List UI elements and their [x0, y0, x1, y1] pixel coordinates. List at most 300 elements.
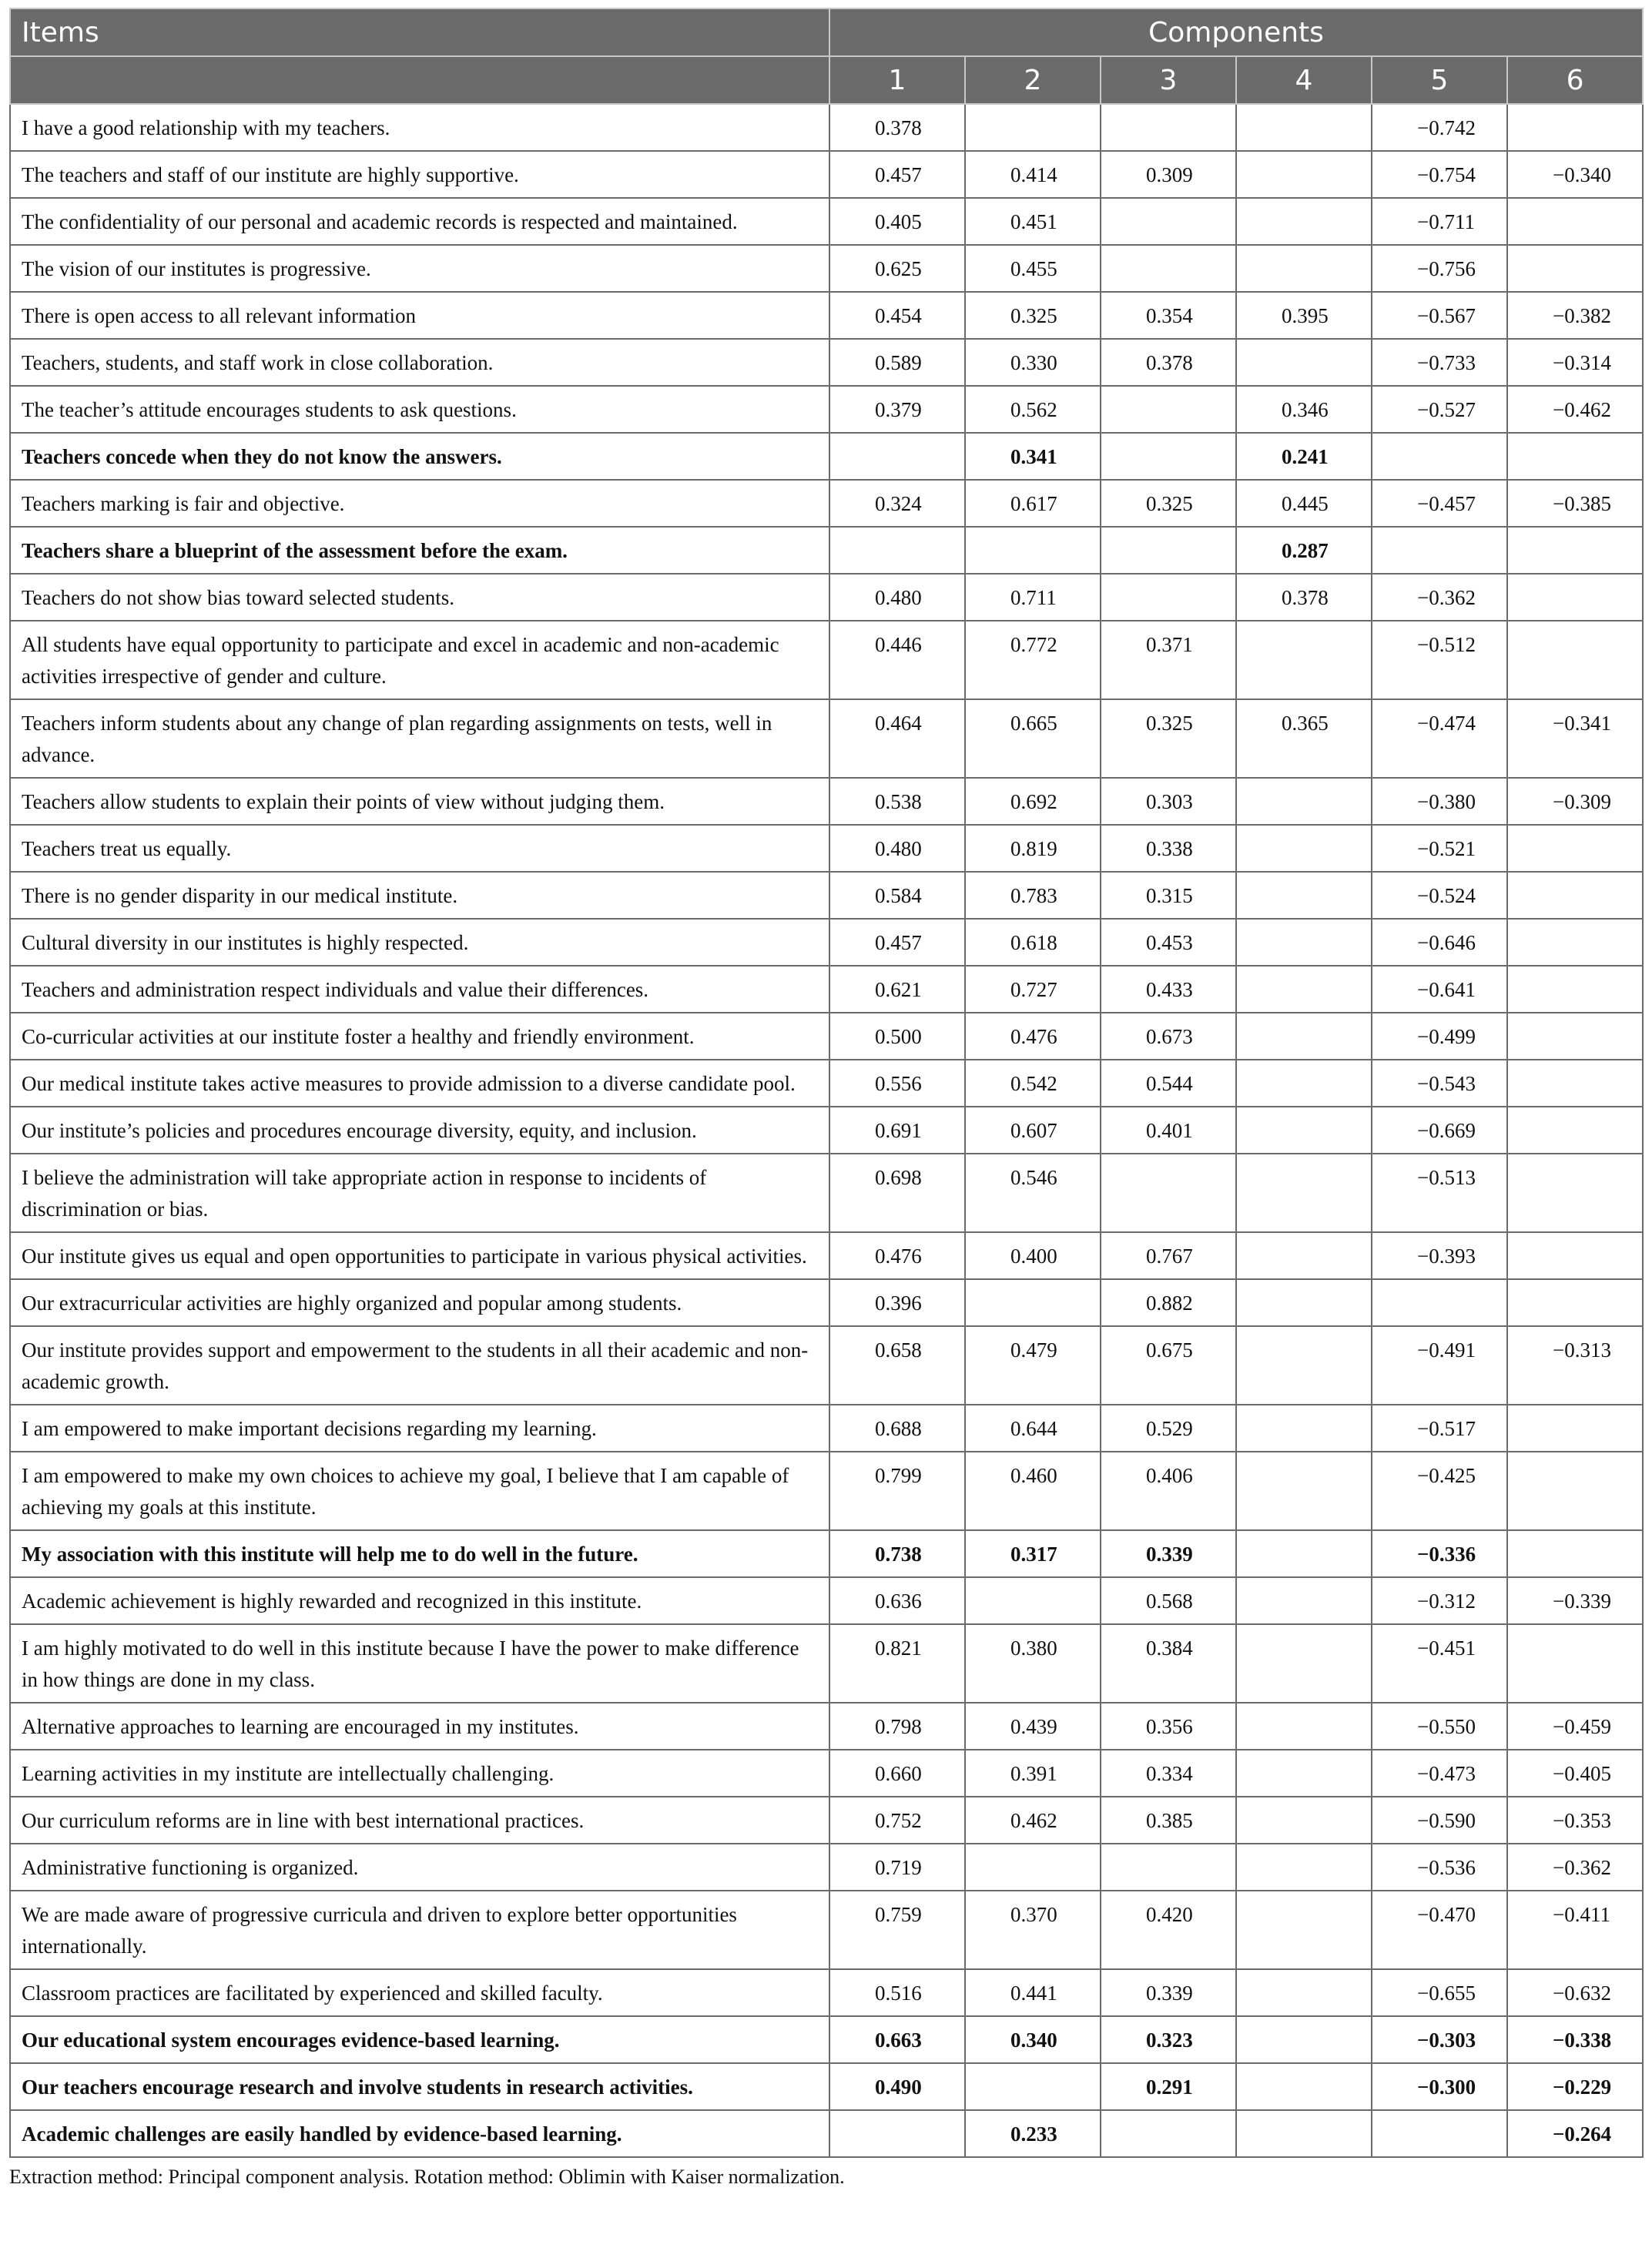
table-row: [10, 1452, 1643, 1530]
loading-cell-component-4: [1236, 1279, 1372, 1326]
loading-cell-component-3: 0.384: [1101, 1624, 1236, 1703]
table-row: [10, 699, 1643, 778]
loading-cell-component-3: [1101, 198, 1236, 245]
header-row-1: [10, 8, 1643, 56]
loading-cell-component-6: −0.264: [1507, 2110, 1643, 2157]
loading-cell-component-5: −0.536: [1372, 1844, 1507, 1891]
loading-cell-component-5: −0.380: [1372, 778, 1507, 825]
loading-cell-component-5: −0.512: [1372, 621, 1507, 699]
loading-cell-component-3: [1101, 2110, 1236, 2157]
item-cell: Our curriculum reforms are in line with best international practices.: [10, 1797, 829, 1844]
loading-cell-component-1: 0.625: [829, 245, 965, 292]
loading-cell-component-4: [1236, 1891, 1372, 1969]
item-cell: The confidentiality of our personal and academic records is respected and maintained.: [10, 198, 829, 245]
loading-cell-component-5: −0.733: [1372, 339, 1507, 386]
loading-cell-component-2: 0.340: [965, 2016, 1101, 2063]
loading-cell-component-1: 0.752: [829, 1797, 965, 1844]
loading-cell-component-1: 0.589: [829, 339, 965, 386]
table-row: [10, 2110, 1643, 2157]
loading-cell-component-5: −0.300: [1372, 2063, 1507, 2110]
loading-cell-component-2: 0.644: [965, 1405, 1101, 1452]
loading-cell-component-4: 0.445: [1236, 480, 1372, 527]
loading-cell-component-6: [1507, 621, 1643, 699]
table-row: [10, 966, 1643, 1013]
loading-cell-component-3: [1101, 1154, 1236, 1232]
item-cell: I believe the administration will take appropriate action in response to incidents of discrimination or bias.: [10, 1154, 829, 1232]
loading-cell-component-6: [1507, 245, 1643, 292]
loading-cell-component-4: [1236, 1577, 1372, 1624]
loading-cell-component-2: 0.317: [965, 1530, 1101, 1577]
loading-cell-component-4: 0.365: [1236, 699, 1372, 778]
item-cell: Teachers and administration respect individuals and value their differences.: [10, 966, 829, 1013]
loading-cell-component-6: [1507, 1013, 1643, 1060]
loading-cell-component-6: [1507, 433, 1643, 480]
item-cell: Teachers marking is fair and objective.: [10, 480, 829, 527]
table-row: [10, 292, 1643, 339]
loading-cell-component-6: −0.385: [1507, 480, 1643, 527]
loading-cell-component-3: [1101, 433, 1236, 480]
table-row: [10, 198, 1643, 245]
loading-cell-component-1: [829, 2110, 965, 2157]
loading-cell-component-2: 0.772: [965, 621, 1101, 699]
loading-cell-component-1: 0.556: [829, 1060, 965, 1107]
loading-cell-component-6: [1507, 1232, 1643, 1279]
item-cell: The teachers and staff of our institute are highly supportive.: [10, 151, 829, 198]
loading-cell-component-2: [965, 1844, 1101, 1891]
loading-cell-component-6: −0.362: [1507, 1844, 1643, 1891]
loading-cell-component-3: 0.354: [1101, 292, 1236, 339]
loading-cell-component-1: 0.798: [829, 1703, 965, 1750]
item-cell: Cultural diversity in our institutes is highly respected.: [10, 919, 829, 966]
loading-cell-component-6: [1507, 1530, 1643, 1577]
loading-cell-component-6: −0.405: [1507, 1750, 1643, 1797]
loading-cell-component-2: 0.727: [965, 966, 1101, 1013]
table-footnote: Extraction method: Principal component analysis. Rotation method: Oblimin with Kaiser normalization.: [9, 2166, 845, 2188]
loading-cell-component-2: [965, 1577, 1101, 1624]
loading-cell-component-2: [965, 2063, 1101, 2110]
item-cell: I have a good relationship with my teachers.: [10, 104, 829, 151]
loading-cell-component-6: [1507, 1154, 1643, 1232]
table-row: [10, 919, 1643, 966]
loading-cell-component-1: [829, 527, 965, 574]
loading-cell-component-4: [1236, 1530, 1372, 1577]
loading-cell-component-3: 0.767: [1101, 1232, 1236, 1279]
loading-cell-component-1: 0.538: [829, 778, 965, 825]
item-cell: Our institute provides support and empowerment to the students in all their academic and non-academic growth.: [10, 1326, 829, 1405]
loading-cell-component-4: [1236, 151, 1372, 198]
table-row: [10, 1107, 1643, 1154]
item-cell: Learning activities in my institute are intellectually challenging.: [10, 1750, 829, 1797]
loading-cell-component-4: [1236, 1154, 1372, 1232]
item-cell: Teachers do not show bias toward selected students.: [10, 574, 829, 621]
components-header: Components: [829, 8, 1643, 56]
table-row: [10, 433, 1643, 480]
loading-cell-component-5: −0.474: [1372, 699, 1507, 778]
loading-cell-component-3: 0.401: [1101, 1107, 1236, 1154]
loading-cell-component-4: [1236, 1969, 1372, 2016]
loading-cell-component-5: −0.513: [1372, 1154, 1507, 1232]
loading-cell-component-6: [1507, 966, 1643, 1013]
loading-cell-component-4: [1236, 1797, 1372, 1844]
loading-cell-component-5: −0.754: [1372, 151, 1507, 198]
loading-cell-component-2: 0.607: [965, 1107, 1101, 1154]
loading-cell-component-5: −0.543: [1372, 1060, 1507, 1107]
loading-cell-component-1: 0.379: [829, 386, 965, 433]
loading-cell-component-2: 0.441: [965, 1969, 1101, 2016]
table-row: [10, 1703, 1643, 1750]
loading-cell-component-5: −0.590: [1372, 1797, 1507, 1844]
loading-cell-component-6: [1507, 527, 1643, 574]
item-cell: We are made aware of progressive curricula and driven to explore better opportunities internationally.: [10, 1891, 829, 1969]
loading-cell-component-6: −0.462: [1507, 386, 1643, 433]
loading-cell-component-1: 0.464: [829, 699, 965, 778]
loading-cell-component-6: −0.314: [1507, 339, 1643, 386]
loading-cell-component-2: 0.542: [965, 1060, 1101, 1107]
loading-cell-component-1: 0.621: [829, 966, 965, 1013]
item-cell: Administrative functioning is organized.: [10, 1844, 829, 1891]
loading-cell-component-3: [1101, 386, 1236, 433]
loading-cell-component-4: [1236, 1405, 1372, 1452]
loading-cell-component-2: 0.380: [965, 1624, 1101, 1703]
loading-cell-component-6: [1507, 574, 1643, 621]
loading-cell-component-1: 0.799: [829, 1452, 965, 1530]
loading-cell-component-1: 0.490: [829, 2063, 965, 2110]
loading-cell-component-4: [1236, 872, 1372, 919]
loading-cell-component-2: 0.460: [965, 1452, 1101, 1530]
loading-cell-component-6: [1507, 104, 1643, 151]
item-cell: Classroom practices are facilitated by experienced and skilled faculty.: [10, 1969, 829, 2016]
loading-cell-component-6: [1507, 1060, 1643, 1107]
loading-cell-component-2: 0.479: [965, 1326, 1101, 1405]
loading-cell-component-3: 0.356: [1101, 1703, 1236, 1750]
table-row: [10, 527, 1643, 574]
loading-cell-component-3: 0.385: [1101, 1797, 1236, 1844]
table-row: [10, 1405, 1643, 1452]
loading-cell-component-5: −0.524: [1372, 872, 1507, 919]
item-cell: Teachers inform students about any change of plan regarding assignments on tests, well in advance.: [10, 699, 829, 778]
loading-cell-component-6: −0.338: [1507, 2016, 1643, 2063]
table-row: [10, 778, 1643, 825]
table-row: [10, 621, 1643, 699]
loading-cell-component-4: [1236, 339, 1372, 386]
loading-cell-component-2: 0.546: [965, 1154, 1101, 1232]
table-row: [10, 1969, 1643, 2016]
loading-cell-component-5: [1372, 433, 1507, 480]
loading-cell-component-5: −0.711: [1372, 198, 1507, 245]
table-row: [10, 1624, 1643, 1703]
loading-cell-component-5: −0.742: [1372, 104, 1507, 151]
item-cell: Academic challenges are easily handled by evidence-based learning.: [10, 2110, 829, 2157]
table-row: [10, 1891, 1643, 1969]
loading-cell-component-4: [1236, 198, 1372, 245]
loading-cell-component-3: [1101, 574, 1236, 621]
item-cell: Co-curricular activities at our institute foster a healthy and friendly environment.: [10, 1013, 829, 1060]
loading-cell-component-6: −0.340: [1507, 151, 1643, 198]
loading-cell-component-1: 0.516: [829, 1969, 965, 2016]
loading-cell-component-4: [1236, 104, 1372, 151]
item-cell: There is open access to all relevant information: [10, 292, 829, 339]
loading-cell-component-4: [1236, 621, 1372, 699]
loading-cell-component-5: −0.641: [1372, 966, 1507, 1013]
table-row: [10, 1326, 1643, 1405]
loading-cell-component-2: 0.617: [965, 480, 1101, 527]
loading-cell-component-3: 0.378: [1101, 339, 1236, 386]
items-subheader-blank: [10, 56, 829, 104]
loading-cell-component-6: [1507, 1107, 1643, 1154]
loading-cell-component-4: 0.395: [1236, 292, 1372, 339]
loading-cell-component-1: 0.378: [829, 104, 965, 151]
loading-cell-component-2: 0.476: [965, 1013, 1101, 1060]
loading-cell-component-4: [1236, 245, 1372, 292]
loading-cell-component-6: [1507, 872, 1643, 919]
loading-cell-component-1: 0.476: [829, 1232, 965, 1279]
loading-cell-component-3: 0.315: [1101, 872, 1236, 919]
loading-cell-component-5: [1372, 2110, 1507, 2157]
loading-cell-component-1: 0.821: [829, 1624, 965, 1703]
loading-cell-component-2: 0.439: [965, 1703, 1101, 1750]
component-col-5: 5: [1372, 56, 1507, 104]
items-header: Items: [10, 8, 829, 56]
table-row: [10, 386, 1643, 433]
loading-cell-component-4: [1236, 1326, 1372, 1405]
table-row: [10, 872, 1643, 919]
item-cell: I am empowered to make important decisions regarding my learning.: [10, 1405, 829, 1452]
loading-cell-component-5: −0.491: [1372, 1326, 1507, 1405]
item-cell: Teachers, students, and staff work in close collaboration.: [10, 339, 829, 386]
loading-cell-component-5: −0.655: [1372, 1969, 1507, 2016]
item-cell: The teacher’s attitude encourages students to ask questions.: [10, 386, 829, 433]
loading-cell-component-4: [1236, 2110, 1372, 2157]
loading-cell-component-3: [1101, 527, 1236, 574]
loading-cell-component-5: −0.473: [1372, 1750, 1507, 1797]
loading-cell-component-4: [1236, 2063, 1372, 2110]
item-cell: Our institute’s policies and procedures encourage diversity, equity, and inclusion.: [10, 1107, 829, 1154]
loading-cell-component-4: 0.287: [1236, 527, 1372, 574]
component-loadings-table: [9, 8, 1644, 2158]
table-row: [10, 245, 1643, 292]
table-row: [10, 2016, 1643, 2063]
loading-cell-component-4: 0.241: [1236, 433, 1372, 480]
loading-cell-component-6: −0.411: [1507, 1891, 1643, 1969]
table-row: [10, 1232, 1643, 1279]
loading-cell-component-3: 0.882: [1101, 1279, 1236, 1326]
loading-cell-component-5: −0.303: [1372, 2016, 1507, 2063]
loading-cell-component-6: −0.313: [1507, 1326, 1643, 1405]
loading-cell-component-4: [1236, 1232, 1372, 1279]
header-row-2: [10, 56, 1643, 104]
table-row: [10, 1154, 1643, 1232]
loading-cell-component-2: 0.692: [965, 778, 1101, 825]
loading-cell-component-3: 0.339: [1101, 1530, 1236, 1577]
loading-cell-component-5: −0.499: [1372, 1013, 1507, 1060]
loading-cell-component-4: 0.378: [1236, 574, 1372, 621]
loading-cell-component-1: 0.584: [829, 872, 965, 919]
loading-cell-component-1: 0.446: [829, 621, 965, 699]
item-cell: I am highly motivated to do well in this institute because I have the power to make difference in how things are done in my class.: [10, 1624, 829, 1703]
loading-cell-component-2: 0.819: [965, 825, 1101, 872]
component-col-3: 3: [1101, 56, 1236, 104]
loading-cell-component-2: 0.325: [965, 292, 1101, 339]
table-row: [10, 1797, 1643, 1844]
item-cell: Teachers allow students to explain their points of view without judging them.: [10, 778, 829, 825]
loading-cell-component-4: [1236, 778, 1372, 825]
table-body: [10, 104, 1643, 2157]
loading-cell-component-1: 0.663: [829, 2016, 965, 2063]
loading-cell-component-1: 0.719: [829, 1844, 965, 1891]
loading-cell-component-2: 0.455: [965, 245, 1101, 292]
table-row: [10, 1013, 1643, 1060]
loading-cell-component-1: 0.405: [829, 198, 965, 245]
loading-cell-component-4: [1236, 919, 1372, 966]
loading-cell-component-2: 0.562: [965, 386, 1101, 433]
loading-cell-component-4: [1236, 1107, 1372, 1154]
loading-cell-component-2: 0.391: [965, 1750, 1101, 1797]
table-row: [10, 1750, 1643, 1797]
loading-cell-component-5: −0.393: [1372, 1232, 1507, 1279]
loading-cell-component-1: 0.658: [829, 1326, 965, 1405]
loading-cell-component-1: 0.688: [829, 1405, 965, 1452]
component-col-6: 6: [1507, 56, 1643, 104]
table-row: [10, 825, 1643, 872]
loading-cell-component-3: [1101, 104, 1236, 151]
loading-cell-component-5: −0.457: [1372, 480, 1507, 527]
loading-cell-component-6: −0.382: [1507, 292, 1643, 339]
loading-cell-component-2: [965, 104, 1101, 151]
loading-cell-component-6: −0.339: [1507, 1577, 1643, 1624]
loading-cell-component-3: [1101, 1844, 1236, 1891]
loading-cell-component-6: −0.459: [1507, 1703, 1643, 1750]
loading-cell-component-3: 0.309: [1101, 151, 1236, 198]
loading-cell-component-4: [1236, 1844, 1372, 1891]
loading-cell-component-6: [1507, 198, 1643, 245]
item-cell: Teachers share a blueprint of the assessment before the exam.: [10, 527, 829, 574]
item-cell: Alternative approaches to learning are encouraged in my institutes.: [10, 1703, 829, 1750]
loading-cell-component-5: −0.567: [1372, 292, 1507, 339]
item-cell: Academic achievement is highly rewarded and recognized in this institute.: [10, 1577, 829, 1624]
loading-cell-component-5: −0.425: [1372, 1452, 1507, 1530]
item-cell: Our institute gives us equal and open opportunities to participate in various physical activities.: [10, 1232, 829, 1279]
table-row: [10, 104, 1643, 151]
loading-cell-component-1: [829, 433, 965, 480]
loading-cell-component-6: [1507, 919, 1643, 966]
loading-cell-component-1: 0.457: [829, 919, 965, 966]
table-row: [10, 480, 1643, 527]
loading-cell-component-1: 0.691: [829, 1107, 965, 1154]
loading-cell-component-4: [1236, 966, 1372, 1013]
loading-cell-component-5: −0.527: [1372, 386, 1507, 433]
item-cell: All students have equal opportunity to participate and excel in academic and non-academic activities irrespective of gender and culture.: [10, 621, 829, 699]
loading-cell-component-1: 0.457: [829, 151, 965, 198]
loading-cell-component-3: 0.338: [1101, 825, 1236, 872]
loading-cell-component-1: 0.698: [829, 1154, 965, 1232]
loading-cell-component-3: 0.675: [1101, 1326, 1236, 1405]
item-cell: Teachers treat us equally.: [10, 825, 829, 872]
loading-cell-component-3: 0.303: [1101, 778, 1236, 825]
loading-cell-component-4: [1236, 825, 1372, 872]
loading-cell-component-2: 0.233: [965, 2110, 1101, 2157]
table-row: [10, 1844, 1643, 1891]
item-cell: I am empowered to make my own choices to achieve my goal, I believe that I am capable of achieving my goals at this institute.: [10, 1452, 829, 1530]
table-row: [10, 2063, 1643, 2110]
loading-cell-component-4: [1236, 1750, 1372, 1797]
table-row: [10, 1060, 1643, 1107]
item-cell: Our medical institute takes active measures to provide admission to a diverse candidate pool.: [10, 1060, 829, 1107]
item-cell: My association with this institute will help me to do well in the future.: [10, 1530, 829, 1577]
loading-cell-component-3: 0.568: [1101, 1577, 1236, 1624]
loading-cell-component-5: −0.470: [1372, 1891, 1507, 1969]
loading-cell-component-6: −0.341: [1507, 699, 1643, 778]
loading-cell-component-2: 0.462: [965, 1797, 1101, 1844]
loading-cell-component-3: 0.420: [1101, 1891, 1236, 1969]
loading-cell-component-1: 0.480: [829, 825, 965, 872]
loading-cell-component-2: 0.341: [965, 433, 1101, 480]
loading-cell-component-3: 0.325: [1101, 699, 1236, 778]
loading-cell-component-2: 0.370: [965, 1891, 1101, 1969]
component-col-4: 4: [1236, 56, 1372, 104]
loadings-table-container: [9, 8, 1642, 2189]
loading-cell-component-6: −0.309: [1507, 778, 1643, 825]
loading-cell-component-4: [1236, 1703, 1372, 1750]
loading-cell-component-3: [1101, 245, 1236, 292]
loading-cell-component-6: −0.353: [1507, 1797, 1643, 1844]
loading-cell-component-2: [965, 527, 1101, 574]
loading-cell-component-1: 0.500: [829, 1013, 965, 1060]
loading-cell-component-5: [1372, 1279, 1507, 1326]
loading-cell-component-2: 0.414: [965, 151, 1101, 198]
loading-cell-component-5: −0.312: [1372, 1577, 1507, 1624]
loading-cell-component-5: −0.336: [1372, 1530, 1507, 1577]
loading-cell-component-3: 0.544: [1101, 1060, 1236, 1107]
loading-cell-component-4: [1236, 1013, 1372, 1060]
loading-cell-component-6: −0.229: [1507, 2063, 1643, 2110]
loading-cell-component-2: 0.330: [965, 339, 1101, 386]
loading-cell-component-6: [1507, 1405, 1643, 1452]
loading-cell-component-2: 0.783: [965, 872, 1101, 919]
loading-cell-component-4: [1236, 1624, 1372, 1703]
table-row: [10, 1530, 1643, 1577]
loading-cell-component-6: −0.632: [1507, 1969, 1643, 2016]
loading-cell-component-1: 0.759: [829, 1891, 965, 1969]
loading-cell-component-2: 0.618: [965, 919, 1101, 966]
loading-cell-component-4: [1236, 1452, 1372, 1530]
table-row: [10, 1577, 1643, 1624]
loading-cell-component-5: −0.521: [1372, 825, 1507, 872]
loading-cell-component-3: 0.433: [1101, 966, 1236, 1013]
loading-cell-component-5: −0.362: [1372, 574, 1507, 621]
loading-cell-component-3: 0.323: [1101, 2016, 1236, 2063]
loading-cell-component-5: −0.756: [1372, 245, 1507, 292]
loading-cell-component-4: [1236, 2016, 1372, 2063]
loading-cell-component-5: −0.646: [1372, 919, 1507, 966]
component-col-1: 1: [829, 56, 965, 104]
loading-cell-component-3: 0.339: [1101, 1969, 1236, 2016]
loading-cell-component-6: [1507, 1624, 1643, 1703]
loading-cell-component-1: 0.480: [829, 574, 965, 621]
loading-cell-component-3: 0.334: [1101, 1750, 1236, 1797]
component-col-2: 2: [965, 56, 1101, 104]
loading-cell-component-6: [1507, 1452, 1643, 1530]
loading-cell-component-1: 0.738: [829, 1530, 965, 1577]
loading-cell-component-1: 0.396: [829, 1279, 965, 1326]
loading-cell-component-3: 0.529: [1101, 1405, 1236, 1452]
loading-cell-component-2: 0.400: [965, 1232, 1101, 1279]
item-cell: There is no gender disparity in our medical institute.: [10, 872, 829, 919]
loading-cell-component-5: −0.517: [1372, 1405, 1507, 1452]
table-row: [10, 339, 1643, 386]
loading-cell-component-2: 0.451: [965, 198, 1101, 245]
loading-cell-component-2: 0.665: [965, 699, 1101, 778]
loading-cell-component-6: [1507, 825, 1643, 872]
